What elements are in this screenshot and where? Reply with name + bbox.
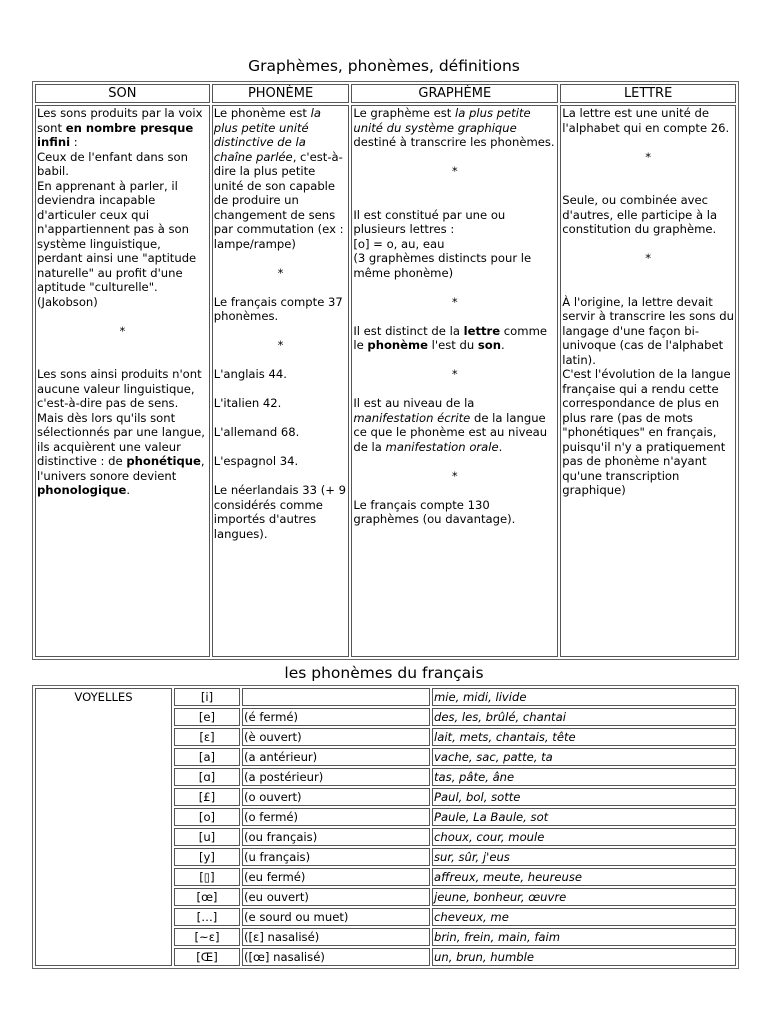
- phoneme-p1: Le phonème est la plus petite unité distinctive de la chaîne parlée, c'est-à-dire la plus petite unité de son capable de produire un changement de sens par commutation (ex : lampe/rampe): [213, 106, 344, 251]
- phoneme-symbol: [ɑ]: [174, 768, 240, 786]
- lettre-p3: À l'origine, la lettre devait servir à transcrire les sons du langage d'une façon bi-univoque (cas de l'alphabet latin).: [562, 294, 734, 367]
- page-title: Graphèmes, phonèmes, définitions: [248, 57, 520, 75]
- phoneme-p7: Le néerlandais 33 (+ 9 considérés comme importés d'autres langues).: [213, 483, 347, 541]
- separator-star: *: [277, 265, 284, 280]
- phoneme-symbol: [£]: [174, 788, 240, 806]
- separator-star: *: [277, 338, 284, 352]
- separator-star: *: [645, 149, 652, 164]
- phoneme-examples: jeune, bonheur, œuvre: [432, 888, 736, 906]
- grapheme-cell: [351, 105, 558, 657]
- phoneme-examples: affreux, meute, heureuse: [432, 868, 736, 886]
- phoneme-description: (u français): [242, 848, 430, 866]
- phoneme-examples: des, les, brûlé, chantai: [432, 708, 736, 726]
- lettre-p4: C'est l'évolution de la langue française qui a rendu cette correspondance de plus en plus rare (pas de mots "phonétiques" en français, puisqu'il n'y a pratiquement pas de phonème n'ayant qu'une transcription graphique): [562, 367, 731, 497]
- phoneme-symbol: [y]: [174, 848, 240, 866]
- phoneme-description: (o fermé): [242, 808, 430, 826]
- phoneme-examples: tas, pâte, âne: [432, 768, 736, 786]
- son-p4: Les sons ainsi produits n'ont aucune valeur linguistique, c'est-à-dire pas de sens.: [37, 367, 202, 410]
- phoneme-description: (eu ouvert): [242, 888, 430, 906]
- phoneme-examples: brin, frein, main, faim: [432, 928, 736, 946]
- phoneme-row: [35, 688, 736, 706]
- son-p5: Mais dès lors qu'ils sont sélectionnés par une langue, ils acquièrent une valeur distinctive : de phonétique, l'univers sonore devient phonologique.: [37, 410, 205, 497]
- separator-star: *: [451, 367, 458, 381]
- header-son: SON: [35, 84, 210, 103]
- phoneme-description: [242, 688, 430, 706]
- voyelles-label: VOYELLES: [35, 688, 172, 966]
- phoneme-examples: sur, sûr, j'eus: [432, 848, 736, 866]
- definitions-header-row: [35, 84, 736, 103]
- phoneme-description: (eu fermé): [242, 868, 430, 886]
- definitions-body-row: [35, 105, 736, 657]
- phoneme-symbol: […]: [174, 908, 240, 926]
- separator-star: *: [451, 294, 458, 309]
- grapheme-p5: Il est distinct de la lettre comme le phonème l'est du son.: [353, 323, 547, 352]
- phoneme-p2: Le français compte 37 phonèmes.: [213, 294, 343, 323]
- phoneme-symbol: [e]: [174, 708, 240, 726]
- son-p2: Ceux de l'enfant dans son babil.: [37, 149, 188, 178]
- grapheme-p7: Le français compte 130 graphèmes (ou davantage).: [353, 497, 516, 526]
- phoneme-examples: Paule, La Baule, sot: [432, 808, 736, 826]
- phoneme-description: ([ɛ] nasalisé): [242, 928, 430, 946]
- phoneme-description: (ou français): [242, 828, 430, 846]
- phonemes-table: [32, 685, 739, 969]
- grapheme-p2: Il est constitué par une ou plusieurs lettres :: [353, 207, 506, 236]
- phoneme-symbol: [o]: [174, 808, 240, 826]
- phoneme-symbol: [i]: [174, 688, 240, 706]
- grapheme-p4: (3 graphèmes distincts pour le même phonème): [353, 251, 532, 280]
- phoneme-description: (a antérieur): [242, 748, 430, 766]
- phoneme-examples: Paul, bol, sotte: [432, 788, 736, 806]
- separator-star: *: [119, 323, 126, 338]
- phoneme-examples: lait, mets, chantais, tête: [432, 728, 736, 746]
- phoneme-p3: L'anglais 44.: [213, 367, 287, 381]
- son-p1: Les sons produits par la voix sont en nombre presque infini :: [37, 106, 203, 149]
- lettre-cell: [560, 105, 736, 657]
- separator-star: *: [451, 468, 458, 483]
- definitions-table: [32, 81, 739, 660]
- phoneme-symbol: [œ]: [174, 888, 240, 906]
- phoneme-description: (o ouvert): [242, 788, 430, 806]
- phoneme-symbol: [~ɛ]: [174, 928, 240, 946]
- phoneme-description: (e sourd ou muet): [242, 908, 430, 926]
- phoneme-description: ([œ] nasalisé): [242, 948, 430, 966]
- phoneme-cell: [212, 105, 350, 657]
- son-cell: [35, 105, 210, 657]
- phoneme-symbol: [▯]: [174, 868, 240, 886]
- phoneme-examples: vache, sac, patte, ta: [432, 748, 736, 766]
- phoneme-p4: L'italien 42.: [213, 396, 282, 410]
- grapheme-p6: Il est au niveau de la manifestation écrite de la langue ce que le phonème est au niveau de la manifestation orale.: [353, 396, 548, 454]
- phoneme-symbol: [ɛ]: [174, 728, 240, 746]
- header-grapheme: GRAPHÈME: [351, 84, 558, 103]
- phoneme-examples: choux, cour, moule: [432, 828, 736, 846]
- phoneme-p6: L'espagnol 34.: [213, 454, 299, 468]
- grapheme-p3: [o] = o, au, eau: [353, 236, 445, 251]
- lettre-p2: Seule, ou combinée avec d'autres, elle participe à la constitution du graphème.: [562, 193, 718, 236]
- phoneme-examples: cheveux, me: [432, 908, 736, 926]
- grapheme-p1: Le graphème est la plus petite unité du système graphique destiné à transcrire les phonèmes.: [353, 106, 555, 149]
- header-lettre: LETTRE: [560, 84, 736, 103]
- separator-star: *: [645, 251, 652, 265]
- son-p3: En apprenant à parler, il deviendra incapable d'articuler ceux qui n'appartiennent pas à son système linguistique, perdant ainsi une "aptitude naturelle" au profit d'une aptitude "culturelle". (Jakobson): [37, 178, 197, 309]
- section-title: les phonèmes du français: [284, 664, 484, 682]
- phoneme-symbol: [Œ]: [174, 948, 240, 966]
- phoneme-description: (é fermé): [242, 708, 430, 726]
- phoneme-examples: un, brun, humble: [432, 948, 736, 966]
- header-phoneme: PHONÈME: [212, 84, 350, 103]
- phoneme-examples: mie, midi, livide: [432, 688, 736, 706]
- phoneme-p5: L'allemand 68.: [213, 425, 300, 439]
- separator-star: *: [451, 164, 458, 178]
- lettre-p1: La lettre est une unité de l'alphabet qui en compte 26.: [562, 106, 730, 135]
- phoneme-symbol: [a]: [174, 748, 240, 766]
- phoneme-description: (a postérieur): [242, 768, 430, 786]
- phoneme-description: (è ouvert): [242, 728, 430, 746]
- phoneme-symbol: [u]: [174, 828, 240, 846]
